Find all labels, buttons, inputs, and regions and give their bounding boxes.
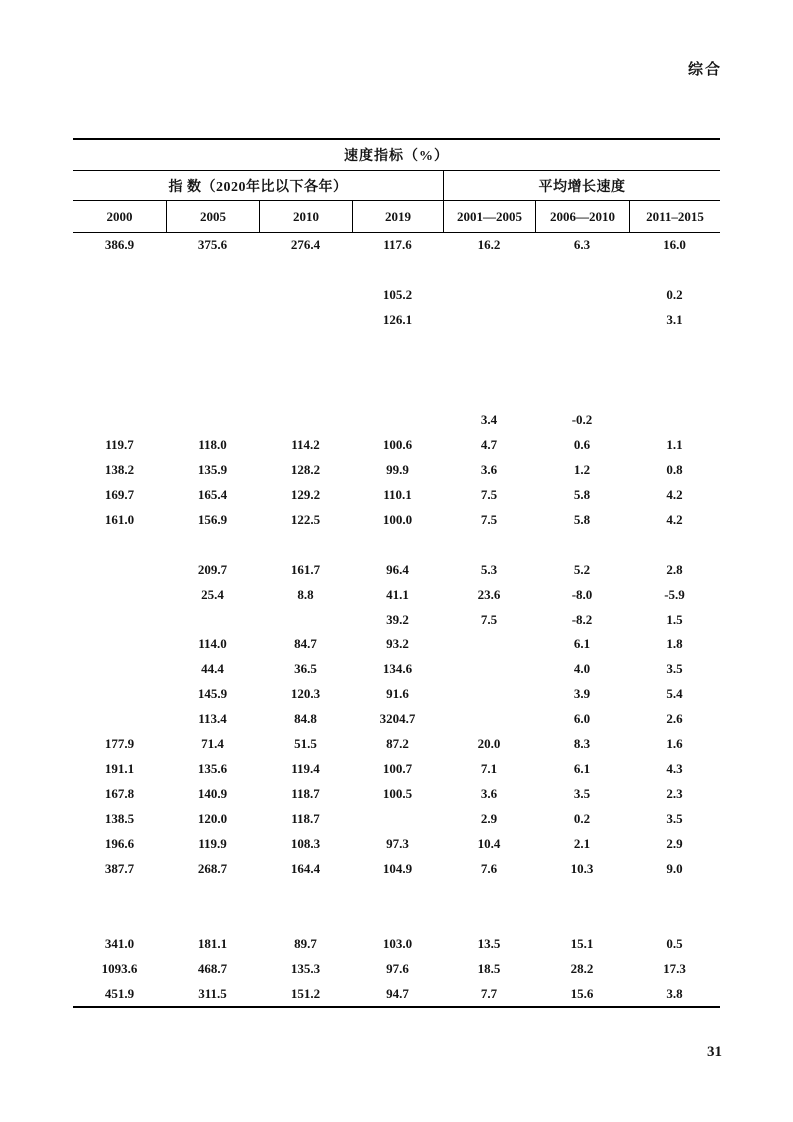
table-cell [443,532,535,557]
statistics-table [73,138,720,1008]
table-cell: 84.8 [294,711,317,727]
table-cell [259,906,352,931]
table-cell: 165.4 [197,486,228,502]
table-cell: 120.3 [290,686,321,702]
table-cell: 6.1 [573,761,591,777]
table-cell: 126.1 [382,312,413,328]
table-cell: -8.0 [571,586,593,602]
table-cell [443,283,535,308]
table-cell: 341.0 [104,935,135,951]
table-cell: 18.5 [477,960,501,976]
table-cell [629,333,720,358]
table-cell: 94.7 [386,985,409,1001]
table-cell [73,258,166,283]
table-cell: 7.5 [480,486,498,502]
table-cell [73,657,166,682]
table-cell: 6.1 [573,636,591,652]
table-cell: 15.1 [570,935,594,951]
table-row [73,981,720,1006]
table-cell [352,807,443,832]
column-header-2011-2015: 2011–2015 [629,201,720,232]
table-cell [443,358,535,383]
column-header-2019: 2019 [352,201,443,232]
table-cell [535,258,629,283]
table-cell: 1093.6 [101,960,138,976]
table-cell: 276.4 [290,237,321,253]
table-cell: 161.7 [290,561,321,577]
table-cell: 25.4 [201,586,224,602]
table-row [73,807,720,832]
table-cell: 138.5 [104,811,135,827]
table-cell: 135.9 [197,461,228,477]
group-header-avg-growth: 平均增长速度 [443,171,720,200]
table-cell: 1.1 [666,436,683,452]
table-cell: 7.6 [480,860,498,876]
table-row [73,657,720,682]
table-cell: 386.9 [104,237,135,253]
table-cell: 16.0 [663,237,686,253]
table-cell [259,258,352,283]
table-cell [535,358,629,383]
table-cell: 84.7 [294,636,317,652]
table-cell [352,532,443,557]
table-cell: 196.6 [104,835,135,851]
table-row [73,482,720,507]
table-cell [73,283,166,308]
table-cell [443,657,535,682]
table-cell [535,881,629,906]
table-cell: 97.3 [386,835,409,851]
table-cell: 161.0 [104,511,135,527]
table-cell [259,333,352,358]
table-cell: 1.6 [666,736,683,752]
table-row [73,931,720,956]
table-cell [73,383,166,408]
table-cell [629,258,720,283]
table-cell [259,881,352,906]
table-cell: 0.6 [573,436,591,452]
table-cell [443,906,535,931]
table-cell [629,881,720,906]
table-row [73,433,720,458]
table-row [73,881,720,906]
table-cell: 3204.7 [379,711,416,727]
table-cell: 10.3 [570,860,594,876]
table-cell: 7.5 [480,511,498,527]
table-cell [259,532,352,557]
table-cell: 100.0 [382,511,413,527]
table-cell: -8.2 [571,611,593,627]
table-cell: 117.6 [383,237,412,253]
table-cell: 71.4 [201,736,224,752]
table-cell [166,258,259,283]
column-header-2006-2010: 2006—2010 [535,201,629,232]
table-row [73,557,720,582]
table-cell: 2.8 [666,561,683,577]
table-cell: 17.3 [663,960,686,976]
table-cell: 128.2 [290,461,321,477]
table-cell: 41.1 [386,586,409,602]
table-cell [73,358,166,383]
table-cell [352,408,443,433]
table-cell [443,632,535,657]
table-cell: 20.0 [477,736,501,752]
table-row [73,956,720,981]
table-cell: 375.6 [197,237,228,253]
table-cell: 311.5 [198,985,227,1001]
table-cell: 4.0 [573,661,591,677]
table-cell: 167.8 [104,786,135,802]
table-cell [259,283,352,308]
table-cell: 2.1 [573,835,591,851]
column-header-2010: 2010 [259,201,352,232]
table-row [73,607,720,632]
table-cell: 4.3 [666,761,683,777]
page-number: 31 [707,1044,722,1060]
table-cell: 2.9 [666,835,683,851]
table-cell: 4.2 [666,486,683,502]
table-cell: 135.6 [197,761,228,777]
table-cell: 119.7 [105,436,134,452]
column-header-2000: 2000 [106,208,133,224]
table-cell: 120.0 [197,811,228,827]
table-cell [535,383,629,408]
table-cell [73,607,166,632]
table-cell [166,358,259,383]
table-cell [443,383,535,408]
table-cell: 5.8 [573,486,591,502]
table-cell: 6.0 [573,711,591,727]
table-cell [629,408,720,433]
table-cell [629,383,720,408]
table-cell: 36.5 [294,661,317,677]
table-title: 速度指标（%） [73,140,720,171]
column-header-2005: 2005 [166,201,259,232]
table-cell: 164.4 [290,860,321,876]
table-cell: 0.5 [666,935,683,951]
table-cell: 140.9 [197,786,228,802]
table-cell [352,358,443,383]
table-cell: 13.5 [477,935,501,951]
table-cell: 91.6 [386,686,409,702]
table-cell: 7.7 [480,985,498,1001]
table-row [73,757,720,782]
table-cell: 1.8 [666,636,683,652]
table-cell [166,532,259,557]
column-header-2001-2005: 2001—2005 [443,201,535,232]
table-cell [166,881,259,906]
table-cell: 5.4 [666,686,683,702]
table-cell: 15.6 [570,985,594,1001]
table-cell: 3.1 [666,312,683,328]
table-cell: 100.7 [382,761,413,777]
table-cell: 3.5 [666,661,683,677]
table-cell: 9.0 [666,860,683,876]
table-cell: 118.0 [198,436,227,452]
table-cell: 5.8 [573,511,591,527]
table-cell [535,333,629,358]
table-cell: 7.5 [480,611,498,627]
table-cell: 7.1 [480,761,498,777]
table-cell: 0.2 [573,811,591,827]
table-cell: 23.6 [477,586,501,602]
table-row [73,582,720,607]
table-row [73,383,720,408]
table-row [73,732,720,757]
table-cell [259,408,352,433]
group-header-row [73,171,720,201]
table-cell: -5.9 [664,586,685,602]
table-cell [166,308,259,333]
table-cell: 177.9 [104,736,135,752]
table-row [73,632,720,657]
table-cell: 113.4 [198,711,227,727]
table-cell: 3.5 [573,786,591,802]
table-cell [73,582,166,607]
table-cell: 99.9 [386,461,409,477]
table-cell: 151.2 [290,985,321,1001]
table-cell: 104.9 [382,860,413,876]
table-cell: 191.1 [104,761,135,777]
table-cell: 44.4 [201,661,224,677]
table-cell: 8.3 [573,736,591,752]
table-cell [629,532,720,557]
table-cell: 108.3 [290,835,321,851]
table-cell: 169.7 [104,486,135,502]
table-row [73,832,720,857]
table-cell: 118.7 [291,811,320,827]
table-cell [73,557,166,582]
table-cell: 5.3 [480,561,498,577]
table-cell: 4.7 [480,436,498,452]
table-cell: 138.2 [104,461,135,477]
table-cell: 145.9 [197,686,228,702]
table-cell [166,906,259,931]
table-cell: 129.2 [290,486,321,502]
table-cell: 134.6 [382,661,413,677]
table-cell: 3.6 [480,461,498,477]
table-cell [166,408,259,433]
table-cell: 28.2 [570,960,594,976]
table-cell [259,308,352,333]
table-cell [535,283,629,308]
table-cell [443,682,535,707]
table-row [73,906,720,931]
table-row [73,856,720,881]
table-cell: 8.8 [297,586,314,602]
table-cell [73,532,166,557]
table-cell [352,333,443,358]
table-cell: -0.2 [571,412,593,428]
table-row [73,233,720,258]
table-cell: 97.6 [386,960,409,976]
table-cell: 181.1 [197,935,228,951]
table-row [73,283,720,308]
table-cell: 96.4 [386,561,409,577]
group-header-index: 指 数（2020年比以下各年） [168,179,348,195]
table-cell [73,682,166,707]
column-header-row [73,201,720,233]
table-cell [352,906,443,931]
table-cell: 118.7 [291,786,320,802]
table-row [73,308,720,333]
table-cell: 2.3 [666,786,683,802]
table-cell [73,333,166,358]
table-cell: 119.9 [198,835,227,851]
table-cell: 387.7 [104,860,135,876]
table-cell [73,408,166,433]
table-cell: 89.7 [294,935,317,951]
table-cell: 10.4 [477,835,501,851]
table-cell [166,283,259,308]
table-cell: 3.4 [480,412,498,428]
table-cell [73,906,166,931]
table-cell: 3.8 [666,985,683,1001]
table-cell [166,333,259,358]
table-cell [259,607,352,632]
table-cell: 451.9 [104,985,135,1001]
table-cell: 156.9 [197,511,228,527]
table-cell: 0.8 [666,461,683,477]
table-cell [352,881,443,906]
table-cell: 2.6 [666,711,683,727]
table-row [73,707,720,732]
section-label: 综合 [687,62,722,78]
table-cell: 0.2 [666,287,683,303]
table-cell: 1.5 [666,611,683,627]
table-row [73,682,720,707]
table-cell [166,383,259,408]
table-cell: 3.9 [573,686,591,702]
table-cell [73,632,166,657]
table-row [73,333,720,358]
table-cell: 135.3 [290,960,321,976]
table-cell [535,532,629,557]
table-cell: 468.7 [197,960,228,976]
table-cell [259,358,352,383]
table-cell [259,383,352,408]
table-cell [443,333,535,358]
table-cell: 103.0 [382,935,413,951]
table-cell: 110.1 [383,486,412,502]
table-cell: 2.9 [480,811,498,827]
table-row [73,258,720,283]
table-cell: 114.2 [291,436,320,452]
table-cell [535,906,629,931]
table-cell: 114.0 [198,636,227,652]
table-cell: 209.7 [197,561,228,577]
table-cell: 3.6 [480,786,498,802]
table-cell: 5.2 [573,561,591,577]
table-cell: 268.7 [197,860,228,876]
table-cell: 6.3 [573,237,591,253]
table-row [73,358,720,383]
table-cell [443,881,535,906]
table-cell [352,258,443,283]
table-cell [73,881,166,906]
table-cell: 51.5 [294,736,317,752]
table-cell: 87.2 [386,736,409,752]
table-cell: 119.4 [291,761,320,777]
table-cell: 1.2 [573,461,591,477]
table-cell: 39.2 [386,611,409,627]
table-cell: 105.2 [382,287,413,303]
table-cell: 93.2 [386,636,409,652]
table-cell [443,707,535,732]
table-cell: 16.2 [477,237,501,253]
table-cell [629,358,720,383]
table-row [73,507,720,532]
table-row [73,782,720,807]
table-cell [443,258,535,283]
table-cell [629,906,720,931]
table-cell [443,308,535,333]
table-cell: 100.6 [382,436,413,452]
table-cell: 4.2 [666,511,683,527]
table-cell [73,308,166,333]
table-row [73,532,720,557]
table-cell: 100.5 [382,786,413,802]
table-cell [166,607,259,632]
table-cell [73,707,166,732]
table-cell [535,308,629,333]
table-body [73,233,720,1006]
table-cell: 3.5 [666,811,683,827]
table-cell: 122.5 [290,511,321,527]
table-row [73,457,720,482]
table-row [73,408,720,433]
table-cell [352,383,443,408]
